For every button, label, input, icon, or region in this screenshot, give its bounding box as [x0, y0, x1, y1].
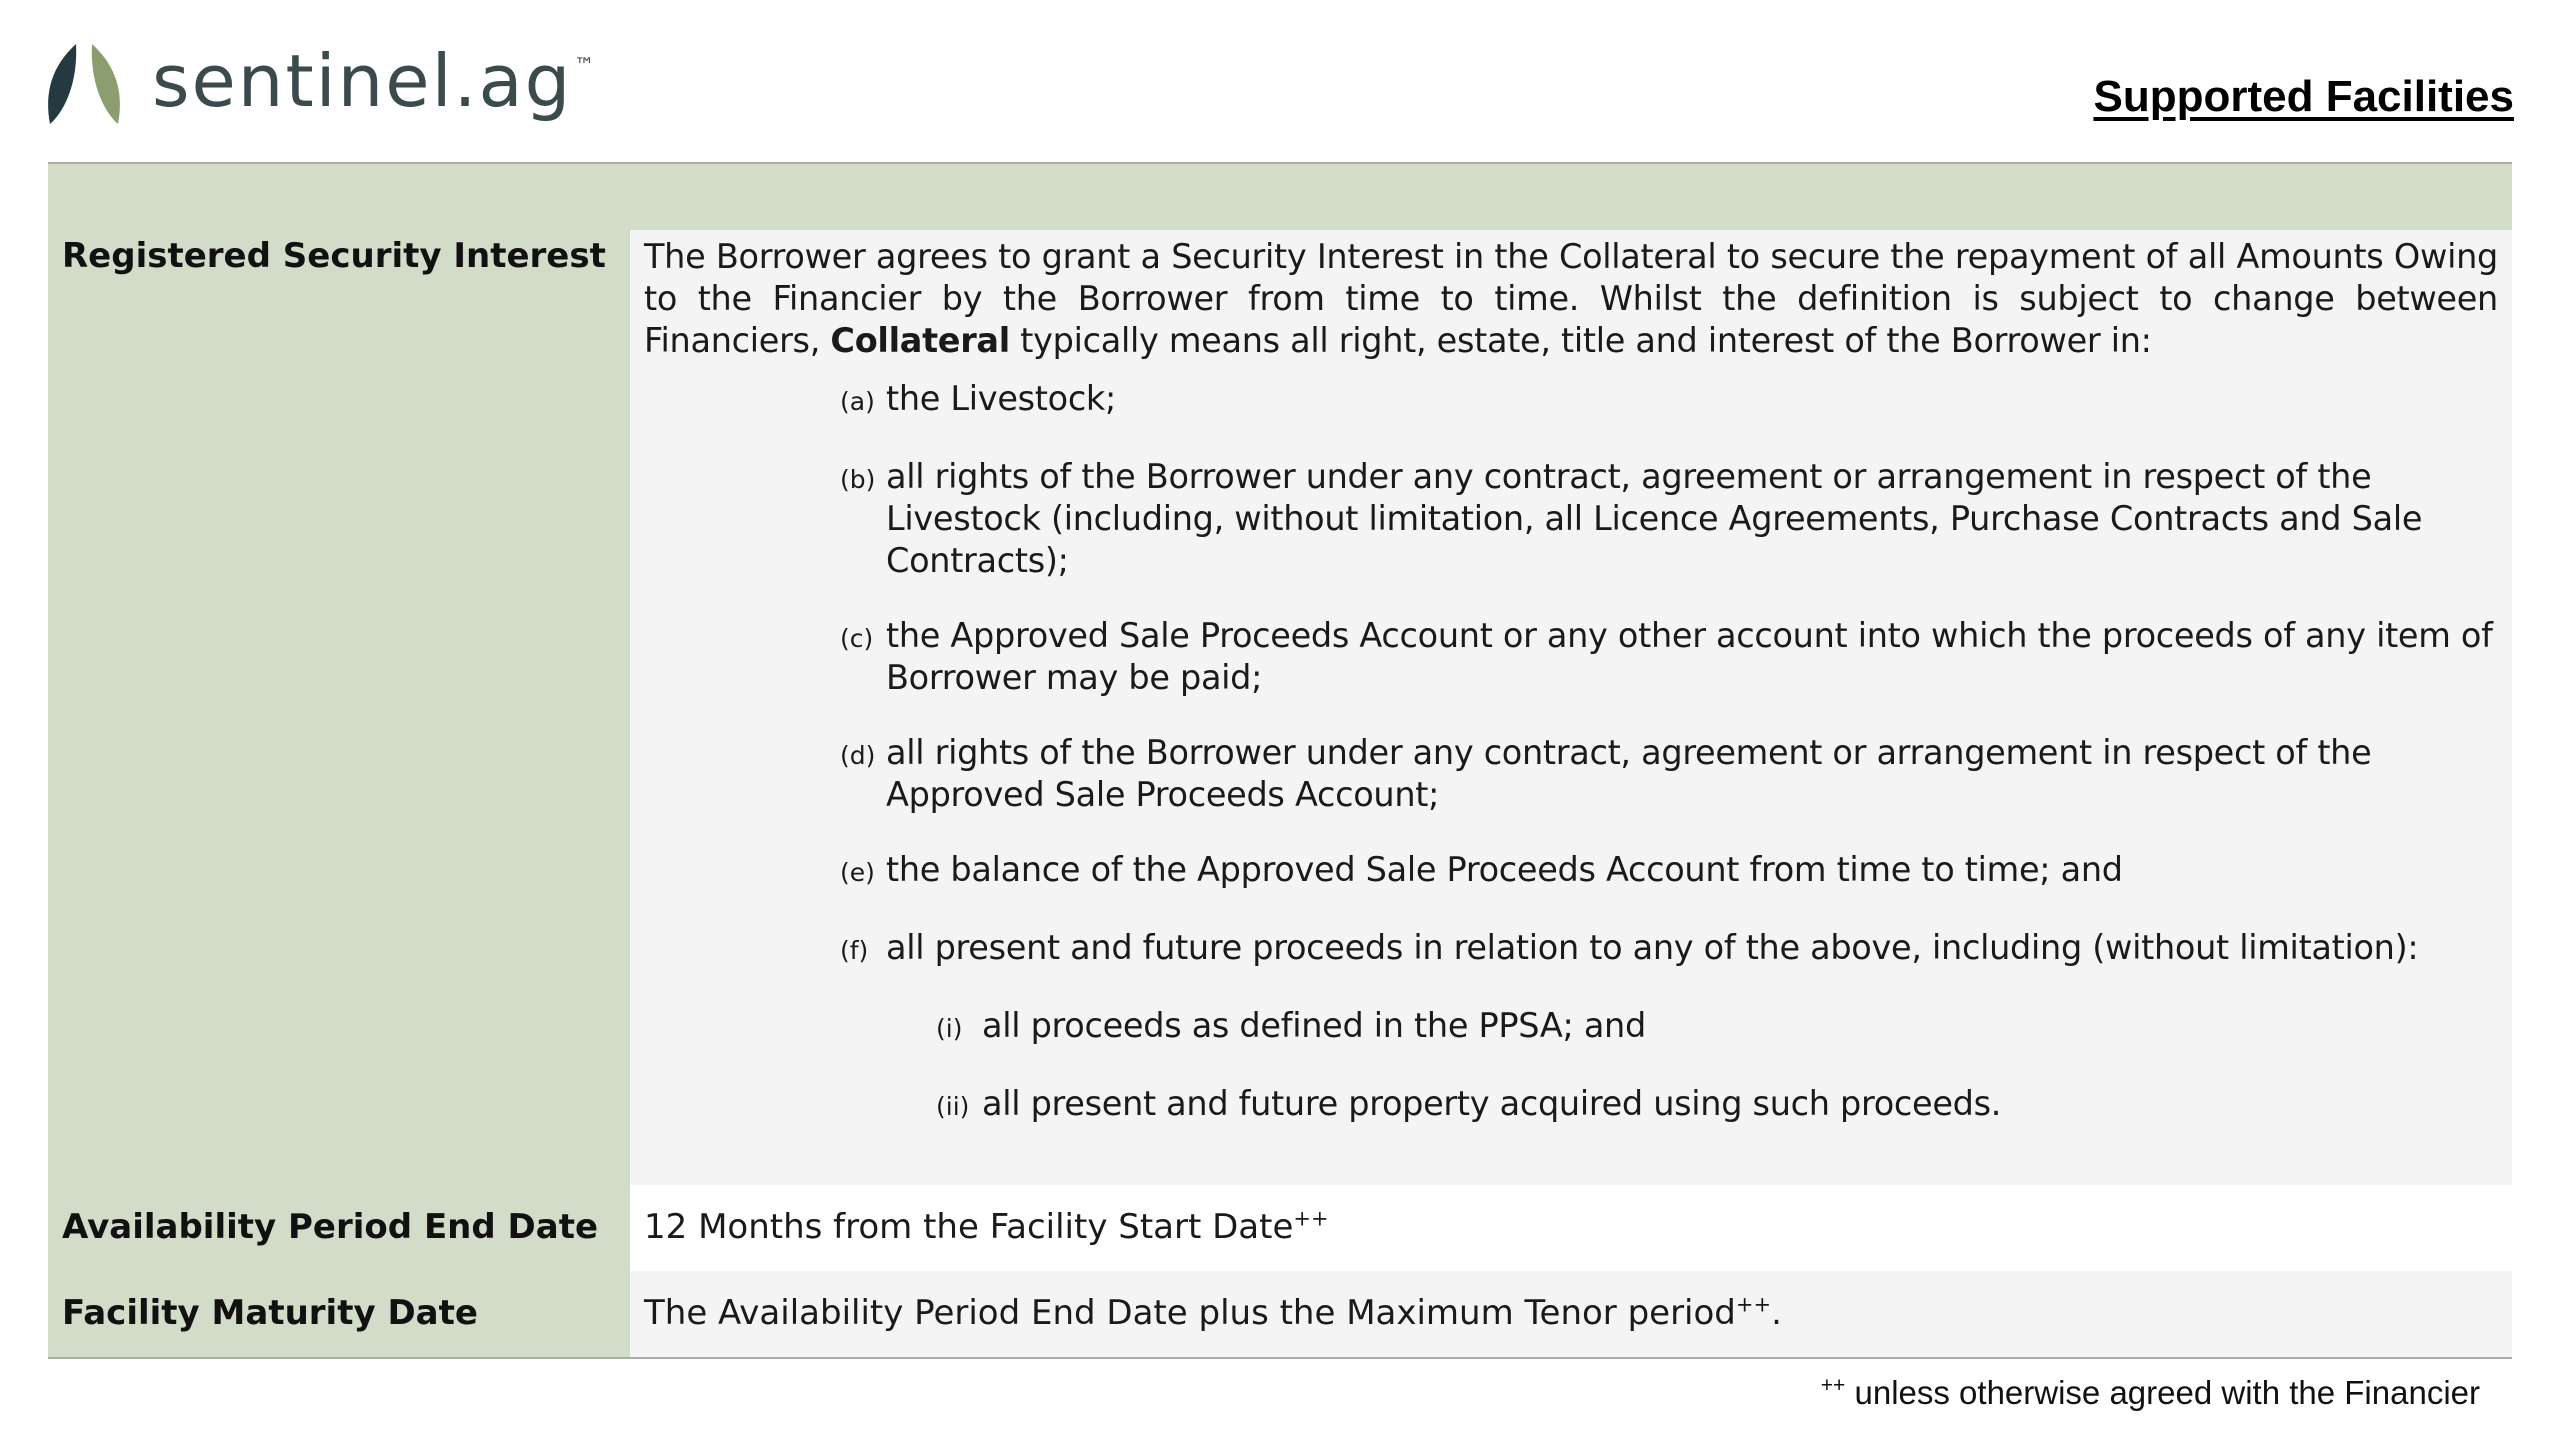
list-text: all present and future proceeds in relation to any of the above, including (without limitation):: [886, 928, 2419, 967]
list-item: [840, 849, 2498, 894]
list-item: [840, 456, 2498, 582]
list-marker: (f): [840, 936, 869, 965]
list-item: [936, 1083, 2498, 1128]
row-value: The Availability Period End Date plus the Maximum Tenor period++.: [630, 1271, 2512, 1357]
list-item: [840, 732, 2498, 816]
footnote-marker: ++: [1735, 1292, 1772, 1317]
table-row: [48, 1271, 2512, 1359]
collateral-term: Collateral: [830, 321, 1010, 360]
facilities-table: [48, 162, 2512, 1359]
leaf-logo-icon: [42, 40, 126, 130]
list-text: all proceeds as defined in the PPSA; and: [982, 1006, 1646, 1045]
list-text: all rights of the Borrower under any contract, agreement or arrangement in respect of the Approved Sale Proceeds Account;: [886, 733, 2372, 814]
row-label: Facility Maturity Date: [48, 1271, 630, 1357]
list-text: the Livestock;: [886, 379, 1117, 418]
table-row: [48, 230, 2512, 1185]
list-item: [936, 1005, 2498, 1050]
list-text: all rights of the Borrower under any contract, agreement or arrangement in respect of the Livestock (including, without limitation, all Licence Agreements, Purchase Contracts and Sale Contracts);: [886, 457, 2423, 580]
brand-trademark: ™: [574, 53, 597, 77]
list-marker: (a): [840, 387, 875, 416]
list-text: the Approved Sale Proceeds Account or any other account into which the proceeds of any item of Borrower may be paid;: [886, 616, 2493, 697]
list-marker: (b): [840, 465, 876, 494]
footnote: [1821, 1374, 2480, 1412]
brand-logo: [42, 40, 596, 130]
proceeds-sublist: [936, 1005, 2498, 1128]
collateral-intro: The Borrower agrees to grant a Security Interest in the Collateral to secure the repayment of all Amounts Owing to the Financier by the Borrower from time to time. Whilst the definition is subject to change between Financiers, Collateral typically means all right, estate, title and interest of the Borrower in:: [644, 237, 2498, 360]
row-label: Availability Period End Date: [48, 1185, 630, 1271]
brand-name: sentinel.ag ™: [152, 39, 597, 123]
page-title: Supported Facilities: [2093, 72, 2514, 121]
list-item: [840, 378, 2498, 423]
footnote-marker: ++: [1820, 1374, 1846, 1397]
row-value: 12 Months from the Facility Start Date++: [630, 1185, 2512, 1271]
list-marker: (d): [840, 741, 876, 770]
list-marker: (e): [840, 858, 875, 887]
table-row: [48, 1185, 2512, 1271]
row-label: Registered Security Interest: [48, 230, 630, 1185]
list-text: all present and future property acquired using such proceeds.: [982, 1084, 2002, 1123]
list-item: [840, 615, 2498, 699]
list-text: the balance of the Approved Sale Proceeds Account from time to time; and: [886, 850, 2123, 889]
list-marker: (c): [840, 624, 874, 653]
footnote-text: unless otherwise agreed with the Financier: [1845, 1374, 2480, 1411]
footnote-marker: ++: [1293, 1206, 1329, 1231]
list-item: [840, 927, 2498, 972]
list-marker: (ii): [936, 1092, 970, 1121]
table-header-band: [48, 162, 2512, 230]
list-marker: (i): [936, 1014, 963, 1043]
row-value: [630, 230, 2512, 1185]
collateral-list: [840, 378, 2498, 1128]
